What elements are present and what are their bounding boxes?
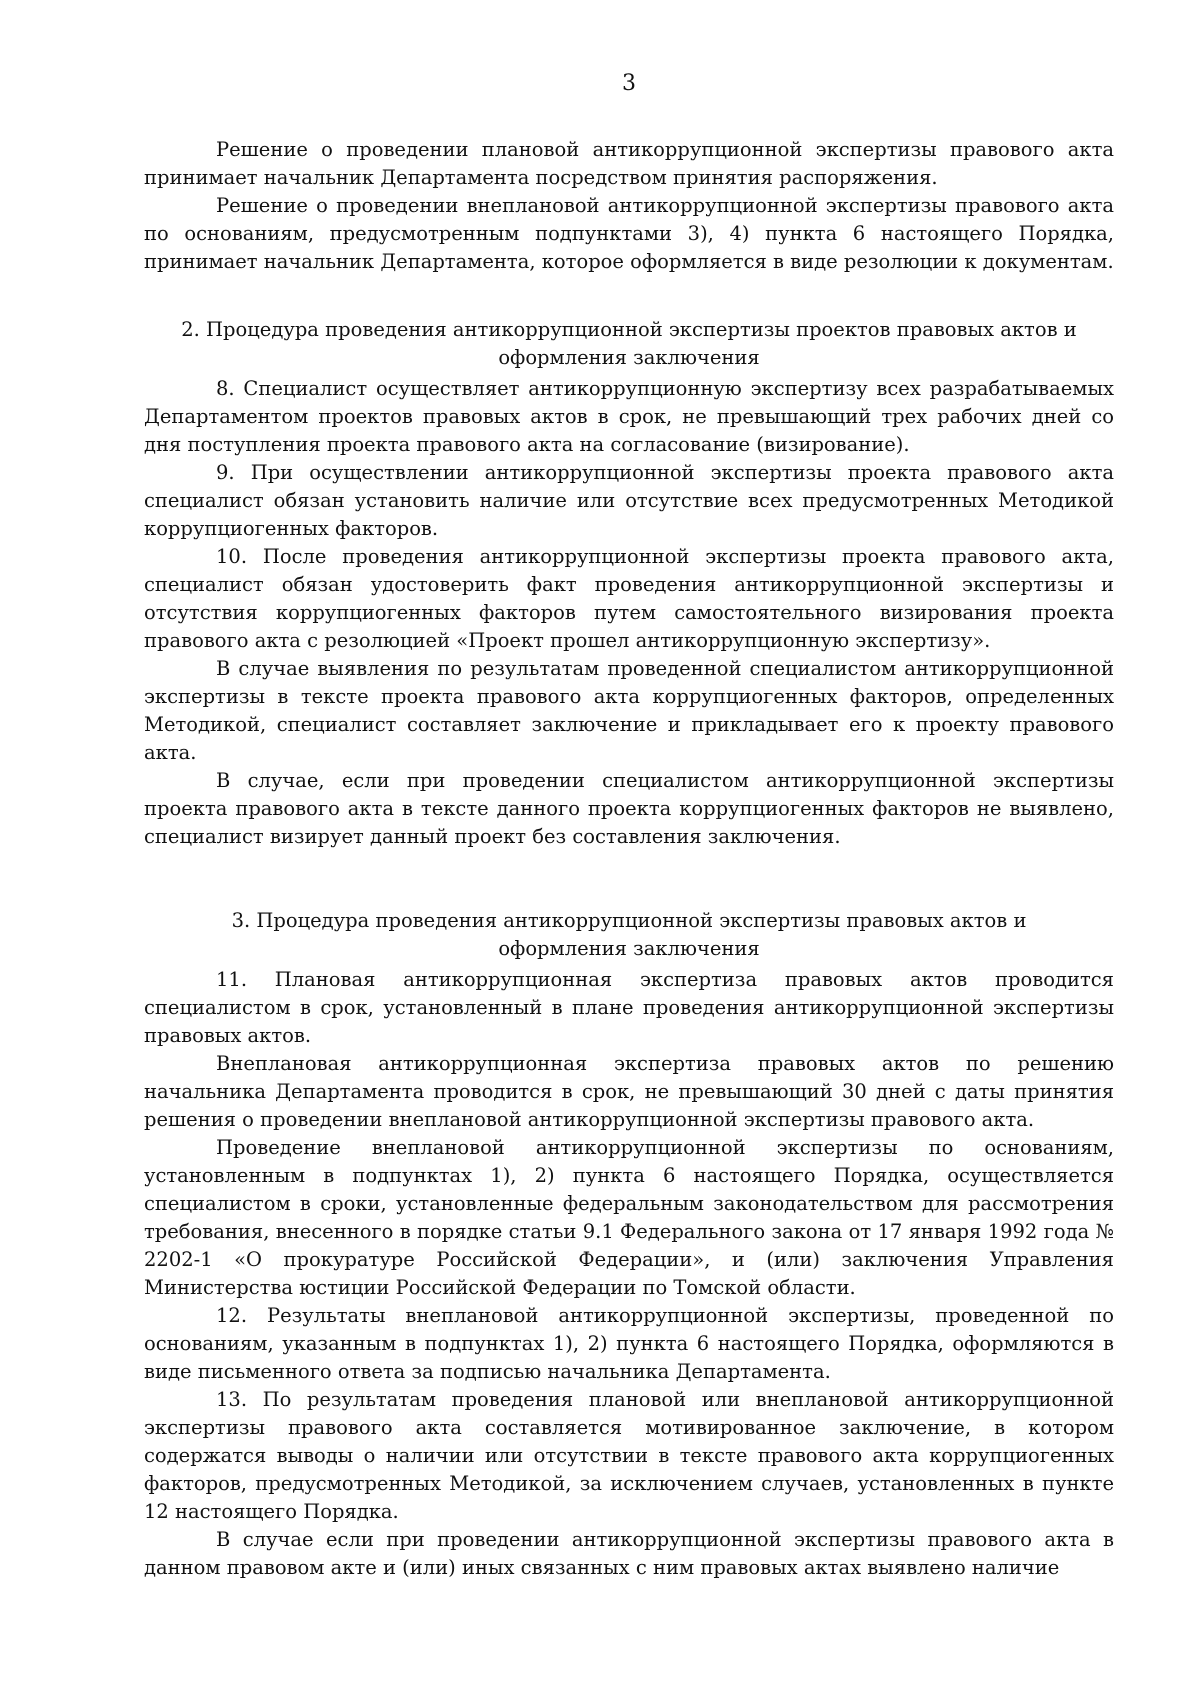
paragraph-9: 9. При осуществлении антикоррупционной экспертизы проекта правового акта специалист обязан установить наличие или отсутствие всех предусмотренных Методикой коррупциогенных факторов. xyxy=(144,461,1114,540)
paragraph-8: 8. Специалист осуществляет антикоррупционную экспертизу всех разрабатываемых Департаментом проектов правовых актов в срок, не превышающий трех рабочих дней со дня поступления проекта правового акта на согласование (визирование). xyxy=(144,377,1114,456)
section-2-heading-line2: оформления заключения xyxy=(498,346,760,369)
paragraph-11-part3: Проведение внеплановой антикоррупционной экспертизы по основаниям, установленным в подпунктах 1), 2) пункта 6 настоящего Порядка, осуществляется специалистом в сроки, установленные федеральным законодательством для рассмотрения требования, внесенного в порядке статьи 9.1 Федерального закона от 17 января 1992 года № 2202-1 «О прокуратуре Российской Федерации», и (или) заключения Управления Министерства юстиции Российской Федерации по Томской области. xyxy=(144,1136,1114,1299)
paragraph-10: 10. После проведения антикоррупционной экспертизы проекта правового акта, специалист обязан удостоверить факт проведения антикоррупционной экспертизы и отсутствия коррупциогенных факторов путем самостоятельного визирования проекта правового акта с резолюцией «Проект прошел антикоррупционную экспертизу». xyxy=(144,545,1114,652)
page-number: 3 xyxy=(622,71,636,96)
paragraph-12: 12. Результаты внеплановой антикоррупционной экспертизы, проведенной по основаниям, указанным в подпунктах 1), 2) пункта 6 настоящего Порядка, оформляются в виде письменного ответа за подписью начальника Департамента. xyxy=(144,1304,1114,1383)
section-3-heading-line2: оформления заключения xyxy=(498,937,760,960)
section-2-heading-line1: 2. Процедура проведения антикоррупционной экспертизы проектов правовых актов и xyxy=(181,318,1077,341)
paragraph-10-part3: В случае, если при проведении специалистом антикоррупционной экспертизы проекта правового акта в тексте данного проекта коррупциогенных факторов не выявлено, специалист визирует данный проект без составления заключения. xyxy=(144,769,1114,848)
paragraph-11-part2: Внеплановая антикоррупционная экспертиза правовых актов по решению начальника Департамента проводится в срок, не превышающий 30 дней с даты принятия решения о проведении внеплановой антикоррупционной экспертизы правового акта. xyxy=(144,1052,1114,1131)
section-3-heading-line1: 3. Процедура проведения антикоррупционной экспертизы правовых актов и xyxy=(231,909,1027,932)
paragraph-13-part2: В случае если при проведении антикоррупционной экспертизы правового акта в данном правовом акте и (или) иных связанных с ним правовых актах выявлено наличие xyxy=(144,1528,1114,1579)
section-2-heading xyxy=(144,316,1114,372)
document-page xyxy=(144,70,1114,1582)
paragraph-10-part2: В случае выявления по результатам проведенной специалистом антикоррупционной экспертизы в тексте проекта правового акта коррупциогенных факторов, определенных Методикой, специалист составляет заключение и прикладывает его к проекту правового акта. xyxy=(144,657,1114,764)
paragraph-11: 11. Плановая антикоррупционная экспертиза правовых актов проводится специалистом в срок, установленный в плане проведения антикоррупционной экспертизы правовых актов. xyxy=(144,968,1114,1047)
section-3-heading xyxy=(144,907,1114,963)
paragraph-13: 13. По результатам проведения плановой или внеплановой антикоррупционной экспертизы правового акта составляется мотивированное заключение, в котором содержатся выводы о наличии или отсутствии в тексте правового акта коррупциогенных факторов, предусмотренных Методикой, за исключением случаев, установленных в пункте 12 настоящего Порядка. xyxy=(144,1388,1114,1523)
intro-paragraph: Решение о проведении плановой антикоррупционной экспертизы правового акта принимает начальник Департамента посредством принятия распоряжения. xyxy=(144,138,1114,189)
intro-paragraph: Решение о проведении внеплановой антикоррупционной экспертизы правового акта по основаниям, предусмотренным подпунктами 3), 4) пункта 6 настоящего Порядка, принимает начальник Департамента, которое оформляется в виде резолюции к документам. xyxy=(144,194,1114,273)
